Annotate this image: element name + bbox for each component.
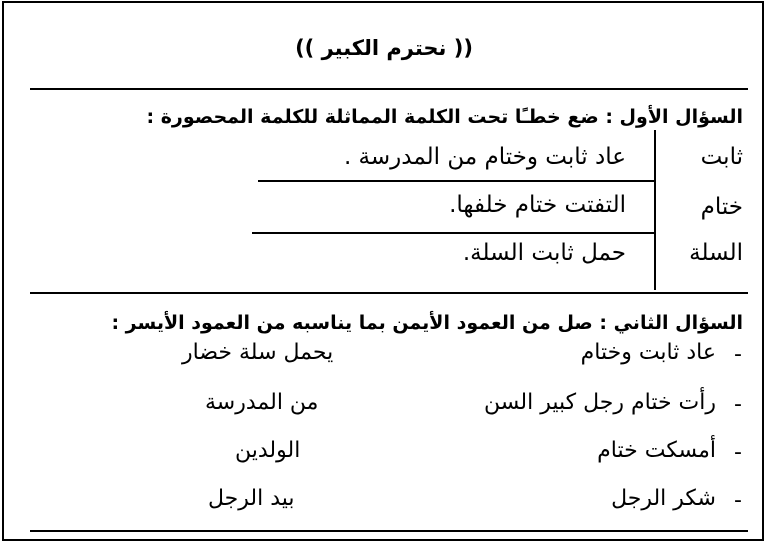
q2-bullet-1: -	[734, 342, 742, 367]
page-title: (( نحترم الكبير ))	[295, 36, 473, 60]
q2-bullet-4: -	[734, 488, 742, 513]
question-1-heading: السؤال الأول : ضع خطـًا تحت الكلمة المماثلة للكلمة المحصورة :	[146, 106, 743, 128]
q1-word-2: ختام	[700, 194, 743, 220]
divider-middle	[30, 292, 748, 294]
q2-left-item-1: يحمل سلة خضار	[182, 340, 334, 365]
table-row-line-2	[252, 232, 656, 234]
q1-word-1: ثابت	[700, 144, 743, 170]
q1-sentence-3: حمل ثابت السلة.	[462, 240, 626, 266]
q1-sentence-1: عاد ثابت وختام من المدرسة .	[343, 144, 626, 170]
table-row-line-1	[258, 180, 656, 182]
q2-left-item-3: الولدين	[235, 438, 301, 463]
q1-word-3: السلة	[689, 240, 743, 266]
q2-right-item-2: رأت ختام رجل كبير السن	[484, 390, 716, 415]
divider-top	[30, 88, 748, 90]
q2-left-item-2: من المدرسة	[205, 390, 319, 415]
q1-sentence-2: التفتت ختام خلفها.	[449, 192, 626, 218]
q2-bullet-2: -	[734, 392, 742, 417]
question-2-heading: السؤال الثاني : صل من العمود الأيمن بما يناسبه من العمود الأيسر :	[111, 312, 743, 334]
q2-right-item-3: أمسكت ختام	[597, 438, 716, 463]
q2-right-item-4: شكر الرجل	[611, 486, 716, 511]
divider-bottom	[30, 530, 748, 532]
q2-bullet-3: -	[734, 440, 742, 465]
q2-left-item-4: بيد الرجل	[208, 486, 295, 511]
table-column-divider	[654, 130, 656, 290]
q2-right-item-1: عاد ثابت وختام	[580, 340, 716, 365]
